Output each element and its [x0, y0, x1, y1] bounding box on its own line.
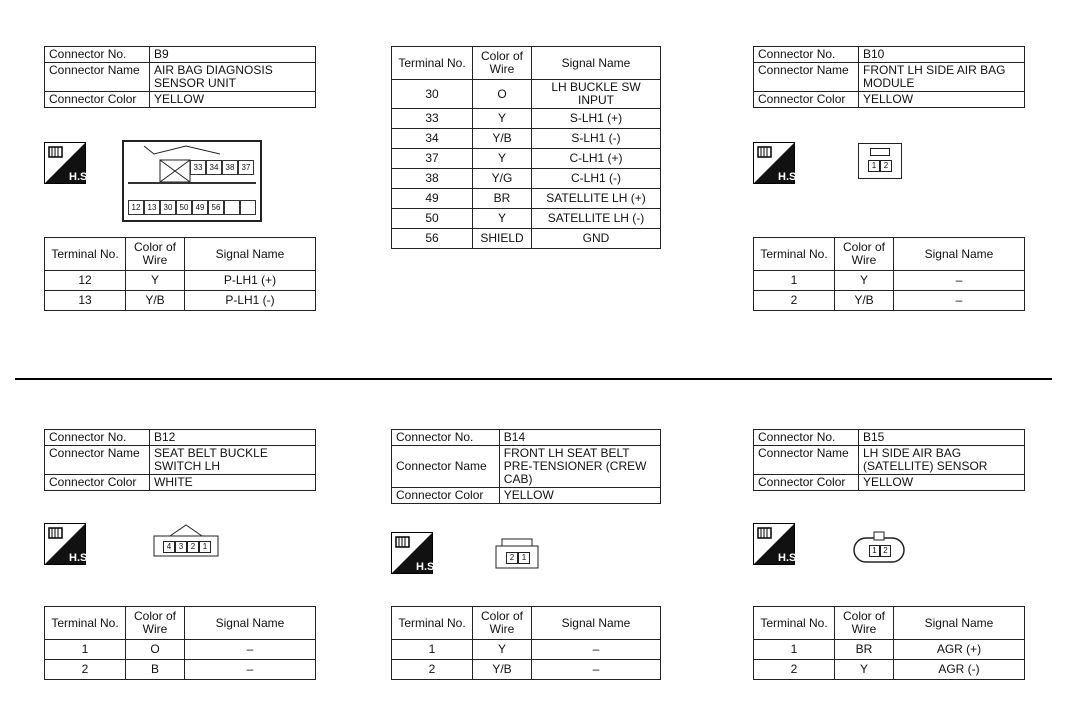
connector-color-value: YELLOW [859, 92, 1025, 108]
section-divider [15, 378, 1052, 380]
table-row: 56 SHIELD GND [392, 229, 661, 249]
connector-no-label: Connector No. [754, 430, 859, 446]
connector-name-value: AIR BAG DIAGNOSIS SENSOR UNIT [150, 63, 316, 92]
b10-connector-face [858, 143, 902, 179]
b9-pin-grid-top [190, 160, 254, 175]
table-row: 34 Y/B S-LH1 (-) [392, 129, 661, 149]
harness-side-icon [44, 142, 91, 184]
connector-color-value: WHITE [150, 475, 316, 491]
b10-pin-1: 1 [868, 160, 880, 172]
connector-name-value: FRONT LH SEAT BELT PRE-TENSIONER (CREW CAB) [499, 446, 660, 488]
b14-pin-1: 1 [518, 552, 530, 564]
hs-label: H.S. [778, 171, 800, 183]
connector-color-value: YELLOW [859, 475, 1025, 491]
table-row: 30 O LH BUCKLE SW INPUT [392, 80, 661, 109]
b12-pin-4: 4 [163, 541, 175, 553]
b14-connector-face [494, 537, 540, 571]
connector-color-value: YELLOW [499, 488, 660, 504]
b15-pin-1: 1 [869, 545, 880, 557]
b9-pin-56: 56 [208, 200, 224, 215]
table-row: 38 Y/G C-LH1 (-) [392, 169, 661, 189]
connector-name-value: SEAT BELT BUCKLE SWITCH LH [150, 446, 316, 475]
connector-no-label: Connector No. [45, 47, 150, 63]
b10-pin-2: 2 [880, 160, 892, 172]
table-row: 1 Y – [754, 271, 1025, 291]
terminal-header: Terminal No. [754, 607, 835, 640]
signal-name-header: Signal Name [185, 607, 316, 640]
hs-label: H.S. [778, 552, 800, 564]
connector-color-label: Connector Color [45, 92, 150, 108]
b12-connector-info [44, 429, 316, 491]
hs-label: H.S. [69, 171, 91, 183]
b10-connector-info [753, 46, 1025, 108]
b9-pin-30: 30 [160, 200, 176, 215]
b9-pin-38: 38 [222, 160, 238, 175]
wire-color-header: Color of Wire [473, 607, 532, 640]
signal-name-header: Signal Name [532, 47, 661, 80]
wire-color-header: Color of Wire [835, 238, 894, 271]
terminal-header: Terminal No. [45, 238, 126, 271]
table-row: 12 Y P-LH1 (+) [45, 271, 316, 291]
terminal-header: Terminal No. [45, 607, 126, 640]
hs-label: H.S. [416, 561, 438, 573]
connector-no-label: Connector No. [754, 47, 859, 63]
connector-name-value: FRONT LH SIDE AIR BAG MODULE [859, 63, 1025, 92]
b15-connector-face [852, 530, 906, 566]
connector-name-value: LH SIDE AIR BAG (SATELLITE) SENSOR [859, 446, 1025, 475]
terminal-header: Terminal No. [754, 238, 835, 271]
b12-pin-2: 2 [187, 541, 199, 553]
wire-color-header: Color of Wire [126, 607, 185, 640]
harness-side-icon [753, 142, 800, 184]
b14-pin-2: 2 [506, 552, 518, 564]
wire-color-header: Color of Wire [126, 238, 185, 271]
connector-color-label: Connector Color [754, 92, 859, 108]
table-row: 49 BR SATELLITE LH (+) [392, 189, 661, 209]
connector-no-value: B15 [859, 430, 1025, 446]
signal-name-header: Signal Name [894, 238, 1025, 271]
wire-color-header: Color of Wire [835, 607, 894, 640]
harness-side-icon [44, 523, 91, 565]
table-row: 37 Y C-LH1 (+) [392, 149, 661, 169]
connector-no-label: Connector No. [45, 430, 150, 446]
b9-pin-grid-mid [128, 182, 256, 184]
b9-pin-49: 49 [192, 200, 208, 215]
b14-terminal-table [391, 606, 661, 680]
connector-color-label: Connector Color [45, 475, 150, 491]
table-row: 1 Y – [392, 640, 661, 660]
table-row: 33 Y S-LH1 (+) [392, 109, 661, 129]
connector-name-label: Connector Name [45, 446, 150, 475]
wire-color-header: Color of Wire [473, 47, 532, 80]
table-row: 1 BR AGR (+) [754, 640, 1025, 660]
b12-terminal-table [44, 606, 316, 680]
connector-no-value: B12 [150, 430, 316, 446]
terminal-header: Terminal No. [392, 607, 473, 640]
b9-pin-33: 33 [190, 160, 206, 175]
b9-pin-34: 34 [206, 160, 222, 175]
terminal-header: Terminal No. [392, 47, 473, 80]
signal-name-header: Signal Name [185, 238, 316, 271]
table-row: 2 Y/B – [754, 291, 1025, 311]
table-row: 2 B – [45, 660, 316, 680]
harness-side-icon [391, 532, 438, 574]
b9-pin-13: 13 [144, 200, 160, 215]
connector-no-value: B9 [150, 47, 316, 63]
connector-color-label: Connector Color [392, 488, 500, 504]
connector-name-label: Connector Name [45, 63, 150, 92]
b9-connector-info [44, 46, 316, 108]
connector-name-label: Connector Name [392, 446, 500, 488]
connector-name-label: Connector Name [754, 63, 859, 92]
b9-pin-grid-bottom [128, 200, 256, 215]
connector-name-label: Connector Name [754, 446, 859, 475]
connector-color-label: Connector Color [754, 475, 859, 491]
b9-terminal-table [44, 237, 316, 311]
table-row: 13 Y/B P-LH1 (-) [45, 291, 316, 311]
b12-pin-1: 1 [199, 541, 211, 553]
b9-pin-50: 50 [176, 200, 192, 215]
b15-terminal-table [753, 606, 1025, 680]
table-row: 50 Y SATELLITE LH (-) [392, 209, 661, 229]
hs-label: H.S. [69, 552, 91, 564]
connector-no-value: B14 [499, 430, 660, 446]
table-row: 1 O – [45, 640, 316, 660]
b9-pin-37: 37 [238, 160, 254, 175]
b10-terminal-table [753, 237, 1025, 311]
b12-pin-3: 3 [175, 541, 187, 553]
b9-terminal-table-continued [391, 46, 661, 249]
table-row: 2 Y/B – [392, 660, 661, 680]
connector-color-value: YELLOW [150, 92, 316, 108]
b9-pin-12: 12 [128, 200, 144, 215]
connector-no-label: Connector No. [392, 430, 500, 446]
signal-name-header: Signal Name [894, 607, 1025, 640]
b14-connector-info [391, 429, 661, 504]
b15-connector-info [753, 429, 1025, 491]
harness-side-icon [753, 523, 800, 565]
b9-connector-face [122, 140, 262, 222]
signal-name-header: Signal Name [532, 607, 661, 640]
b15-pin-2: 2 [880, 545, 891, 557]
connector-no-value: B10 [859, 47, 1025, 63]
b12-connector-face [152, 522, 220, 558]
table-row: 2 Y AGR (-) [754, 660, 1025, 680]
